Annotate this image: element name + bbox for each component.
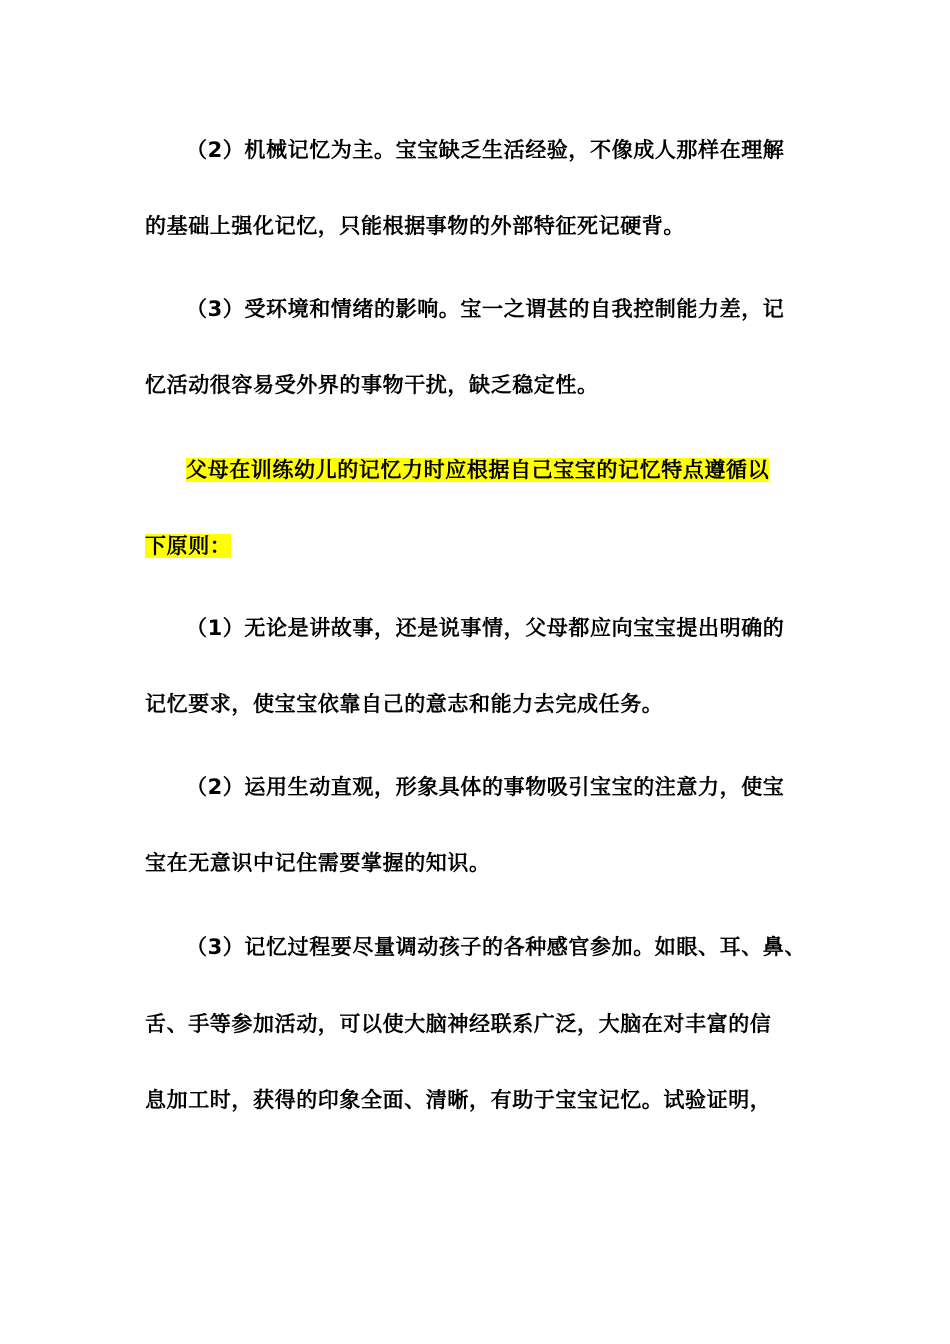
paragraph-line: 记忆要求，使宝宝依靠自己的意志和能力去完成任务。 — [145, 692, 664, 716]
paragraph-line: （2）机械记忆为主。宝宝缺乏生活经验，不像成人那样在理解 — [186, 138, 785, 162]
paragraph-line: 忆活动很容易受外界的事物干扰，缺乏稳定性。 — [145, 373, 599, 397]
highlighted-heading-line — [186, 456, 769, 484]
highlighted-text: 下原则： — [145, 534, 232, 558]
paragraph-line: 息加工时，获得的印象全面、清晰，有助于宝宝记忆。试验证明， — [145, 1088, 772, 1112]
paragraph-line: 舌、手等参加活动，可以使大脑神经联系广泛，大脑在对丰富的信 — [145, 1012, 772, 1036]
paragraph-line: （3）记忆过程要尽量调动孩子的各种感官参加。如眼、耳、鼻、 — [186, 935, 807, 959]
highlighted-heading-line — [145, 532, 231, 560]
highlighted-text: 父母在训练幼儿的记忆力时应根据自己宝宝的记忆特点遵循以 — [186, 458, 770, 482]
paragraph-line: （1）无论是讲故事，还是说事情，父母都应向宝宝提出明确的 — [186, 616, 785, 640]
paragraph-line: 的基础上强化记忆，只能根据事物的外部特征死记硬背。 — [145, 214, 685, 238]
paragraph-line: 宝在无意识中记住需要掌握的知识。 — [145, 851, 491, 875]
paragraph-line: （3）受环境和情绪的影响。宝一之谓甚的自我控制能力差，记 — [186, 297, 785, 321]
paragraph-line: （2）运用生动直观，形象具体的事物吸引宝宝的注意力，使宝 — [186, 775, 785, 799]
